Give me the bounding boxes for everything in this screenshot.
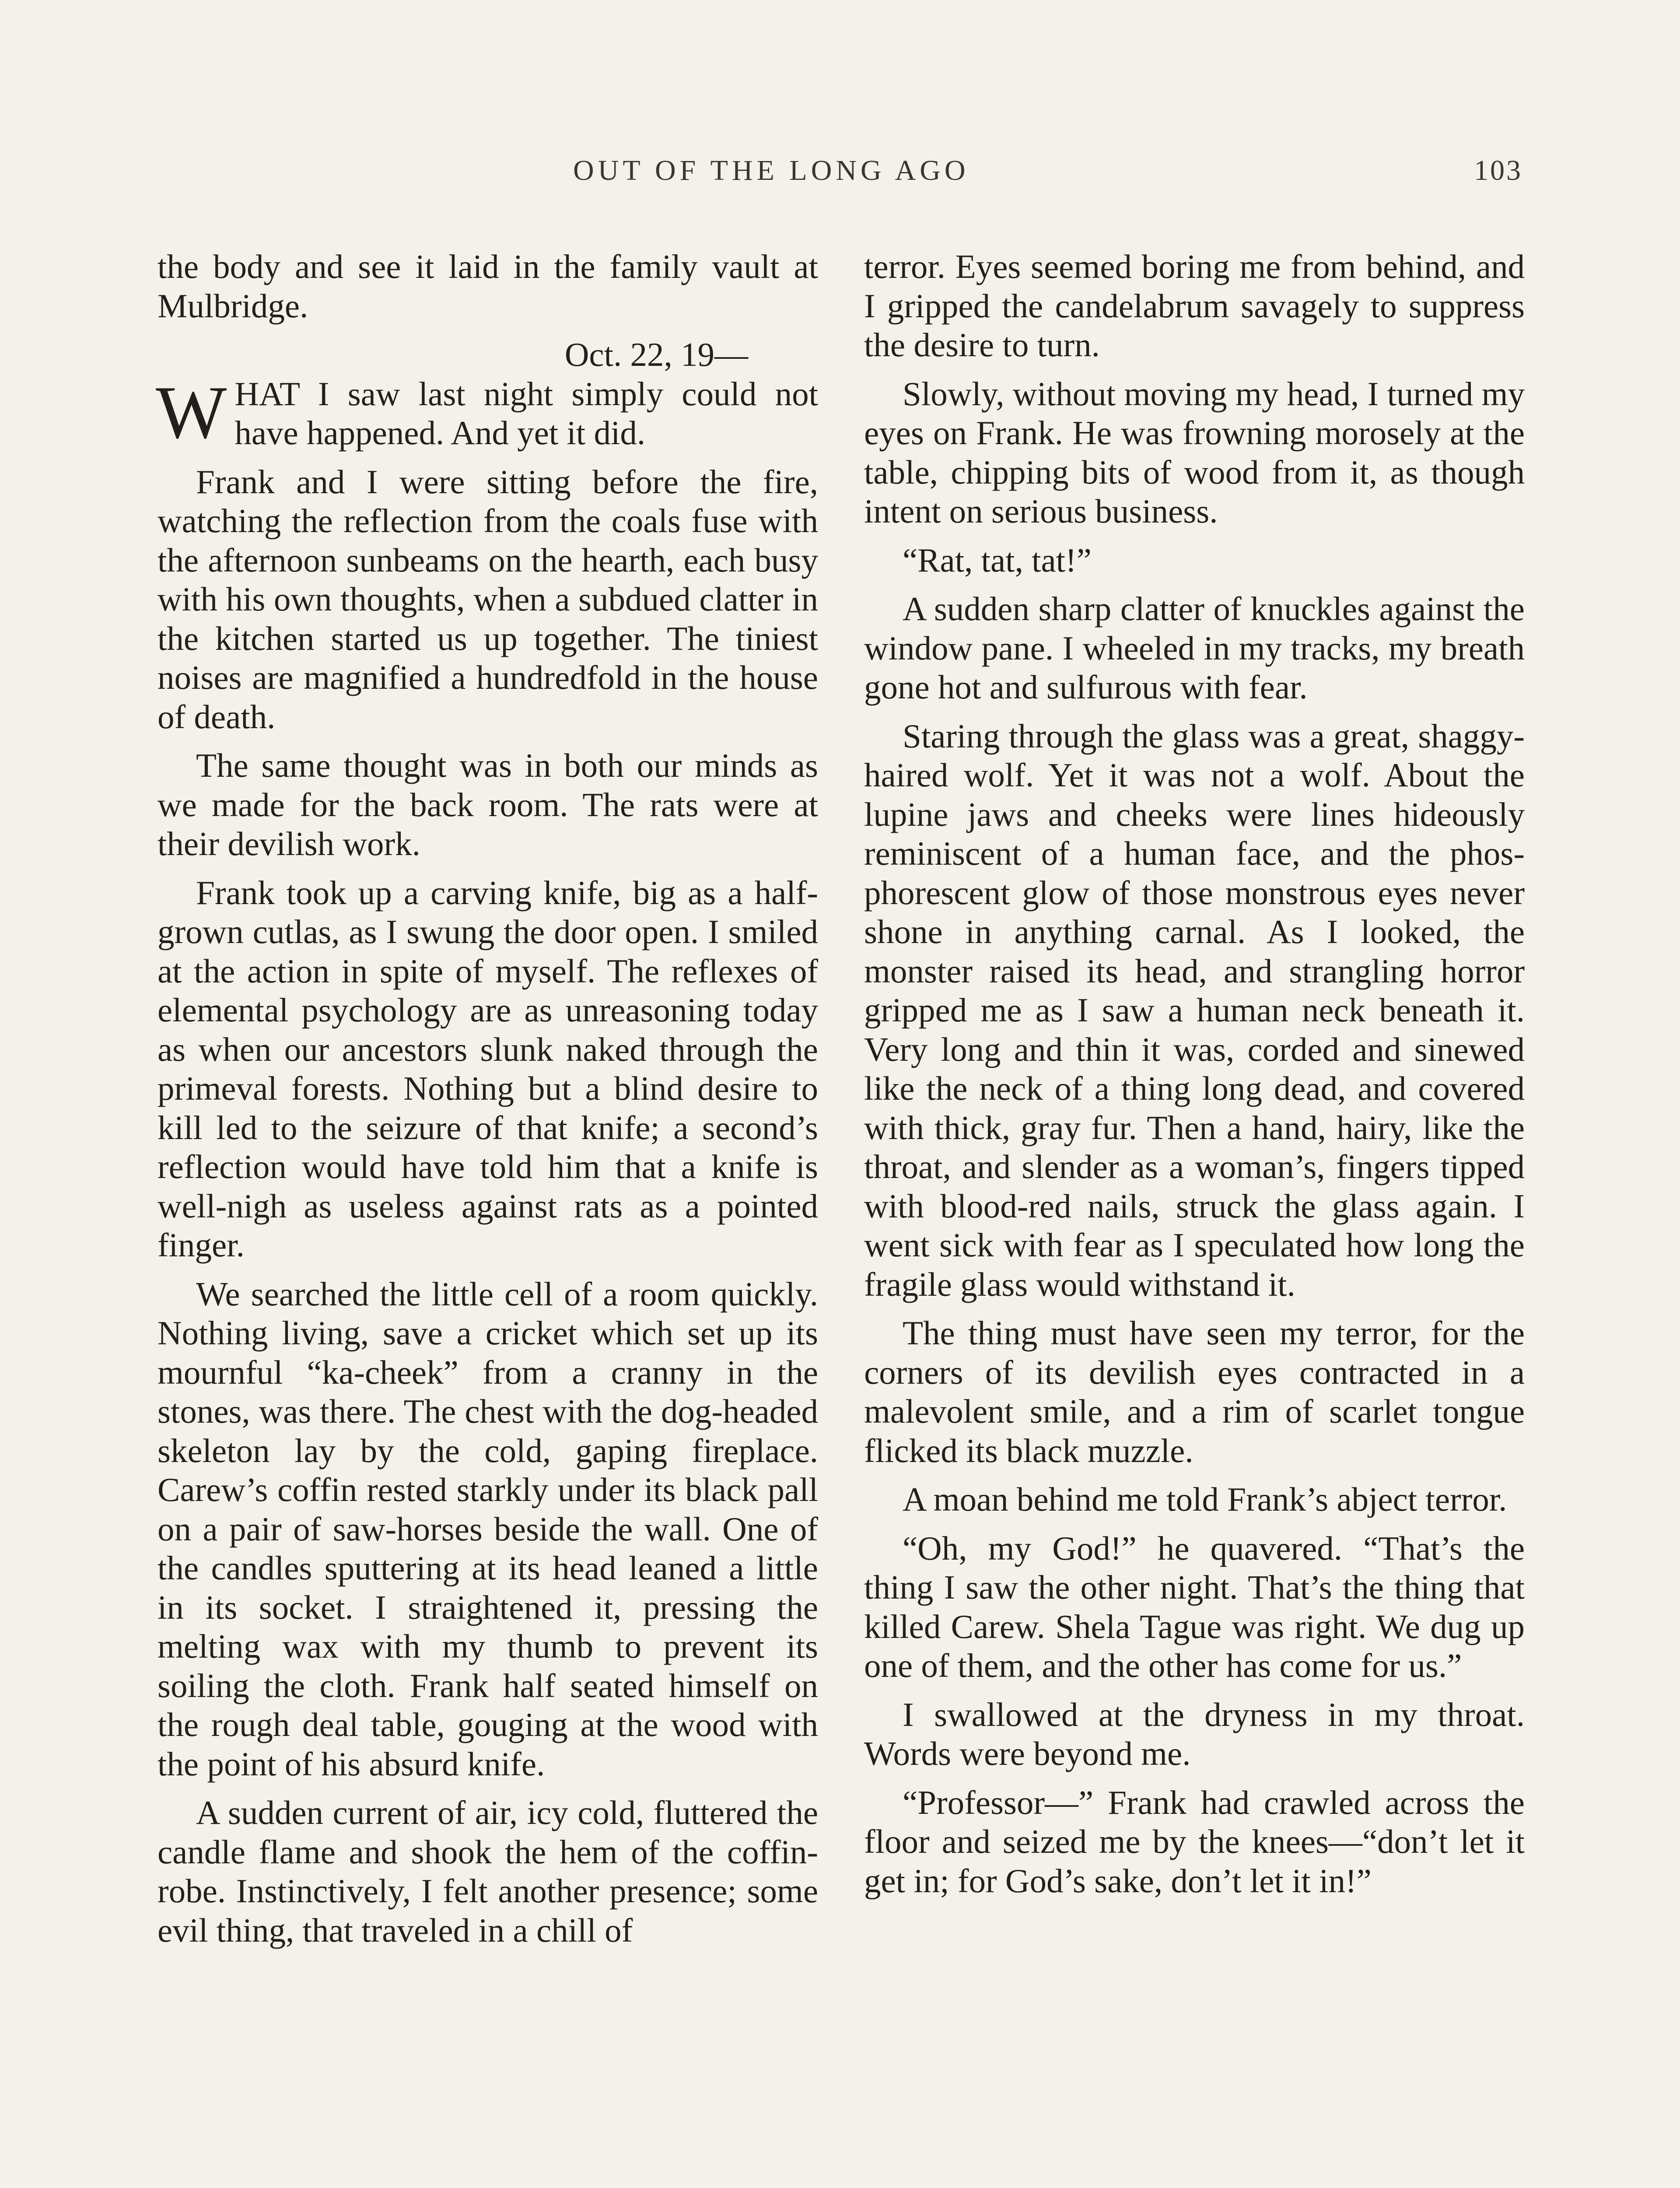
page-header xyxy=(573,154,1522,207)
paragraph: The thing must have seen my terror, for the corners of its devilish eyes contracted in a malevolent smile, and a rim of scarlet tongue flicked its black muzzle. xyxy=(864,1314,1525,1469)
page-number: 103 xyxy=(1474,154,1522,186)
right-column xyxy=(864,247,1525,1900)
paragraph-text: HAT I saw last night simply could not have happened. And yet it did. xyxy=(234,375,818,452)
paragraph: A sudden current of air, icy cold, fluttered the candle flame and shook the hem of the coffin-robe. Instinctively, I felt another presence; some evil thing, that traveled in a chill of xyxy=(158,1794,818,1949)
paragraph: Staring through the glass was a great, shaggy-haired wolf. Yet it was not a wolf. About the lupine jaws and cheeks were lines hideously reminiscent of a human face, and the phosphorescent glow of those monstrous eyes never shone in anything carnal. As I looked, the monster raised its head, and strangling horror gripped me as I saw a human neck beneath it. Very long and thin it was, corded and sinewed like the neck of a thing long dead, and covered with thick, gray fur. Then a hand, hairy, like the throat, and slender as a woman’s, fingers tipped with blood-red nails, struck the glass again. I went sick with fear as I speculated how long the fragile glass would withstand it. xyxy=(864,717,1525,1303)
paragraph-dropcap xyxy=(156,371,818,454)
paragraph: the body and see it laid in the family vault at Mulbridge. xyxy=(158,248,818,325)
paragraph: The same thought was in both our minds as we made for the back room. The rats were at their devilish work. xyxy=(158,747,818,863)
paragraph: Frank and I were sitting before the fire, watching the reflection from the coals fuse with the afternoon sunbeams on the hearth, each busy with his own thoughts, when a subdued clatter in the kitchen started us up together. The tiniest noises are magnified a hundredfold in the house of death. xyxy=(158,463,818,736)
running-head: OUT OF THE LONG AGO xyxy=(573,154,970,186)
paragraph: “Rat, tat, tat!” xyxy=(903,541,1092,579)
paragraph: “Oh, my God!” he quavered. “That’s the thing I saw the other night. That’s the thing that killed Carew. Shela Tague was right. We dug up one of them, and the other has come for us.” xyxy=(864,1529,1525,1684)
left-column xyxy=(158,247,818,1950)
paragraph: I swallowed at the dryness in my throat. Words were beyond me. xyxy=(864,1695,1525,1772)
drop-cap: W xyxy=(156,371,227,454)
paragraph: Frank took up a carving knife, big as a half-grown cutlas, as I swung the door open. I smiled at the action in spite of myself. The reflexes of elemental psychology are as unreasoning today as when our ancestors slunk naked through the primeval forests. Nothing but a blind desire to kill led to the seizure of that knife; a second’s reflection would have told him that a knife is well-nigh as useless against rats as a pointed finger. xyxy=(158,873,818,1264)
paragraph: A sudden sharp clatter of knuckles against the window pane. I wheeled in my tracks, my breath gone hot and sulfurous with fear. xyxy=(864,590,1525,706)
paragraph: We searched the little cell of a room quickly. Nothing living, save a cricket which set up its mournful “ka-cheek” from a cranny in the stones, was there. The chest with the dog-headed skeleton lay by the cold, gaping fireplace. Carew’s coffin rested starkly under its black pall on a pair of saw-horses beside the wall. One of the candles sputtering at its head leaned a little in its socket. I straightened it, pressing the melting wax with my thumb to prevent its soiling the cloth. Frank half seated himself on the rough deal table, gouging at the wood with the point of his absurd knife. xyxy=(158,1275,818,1783)
paragraph: “Professor—” Frank had crawled across the floor and seized me by the knees—“don’t let it get in; for God’s sake, don’t let it in!” xyxy=(864,1783,1525,1900)
paragraph: Slowly, without moving my head, I turned my eyes on Frank. He was frowning morosely at the table, chipping bits of wood from it, as though intent on serious business. xyxy=(864,375,1525,530)
paragraph: A moan behind me told Frank’s abject terror. xyxy=(903,1480,1507,1518)
paragraph: terror. Eyes seemed boring me from behind, and I gripped the candelabrum savagely to suppress the desire to turn. xyxy=(864,248,1525,364)
dateline: Oct. 22, 19— xyxy=(564,336,748,373)
